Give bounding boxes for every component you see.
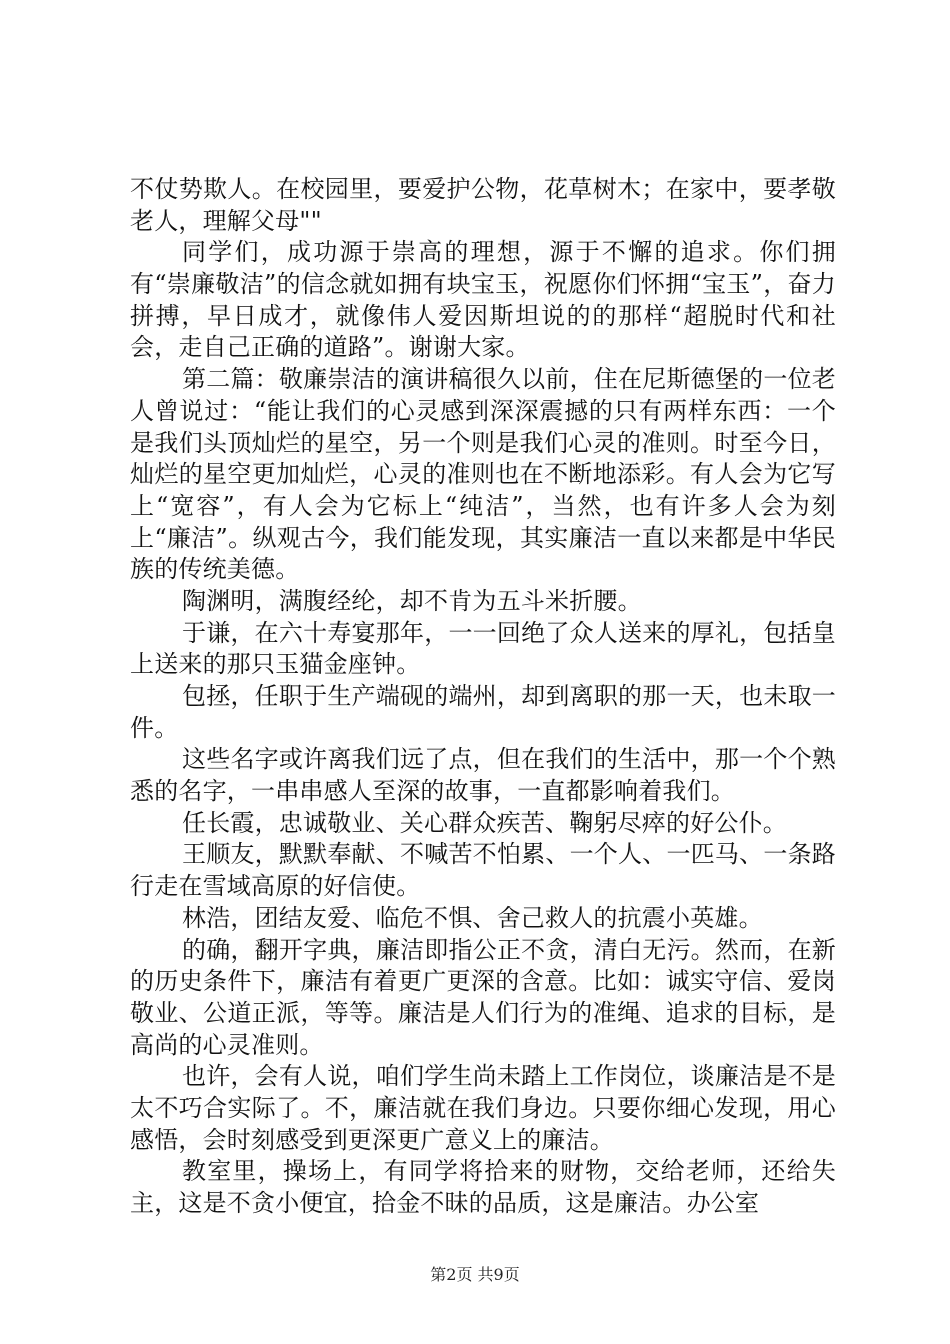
paragraph-2: 同学们，成功源于崇高的理想，源于不懈的追求。你们拥有“崇廉敬洁”的信念就如拥有块宝玉，祝愿你们怀拥“宝玉”，奋力拼搏，早日成才，就像伟人爱因斯坦说的的那样“超脱时代和社会，走自己正确的道路”。谢谢大家。: [130, 238, 836, 362]
paragraph-6: 包拯，任职于生产端砚的端州，却到离职的那一天，也未取一件。: [130, 682, 836, 742]
body-text: [130, 174, 836, 1220]
paragraph-5: 于谦，在六十寿宴那年，一一回绝了众人送来的厚礼，包括皇上送来的那只玉猫金座钟。: [130, 618, 836, 679]
paragraph-13: 教室里，操场上，有同学将拾来的财物，交给老师，还给失主，这是不贪小便宜，拾金不昧的品质，这是廉洁。办公室: [130, 1157, 836, 1217]
page-footer: 第2页 共9页: [430, 1265, 520, 1284]
paragraph-8: 任长霞，忠诚敬业、关心群众疾苦、鞠躬尽瘁的好公仆。: [182, 808, 787, 837]
paragraph-3: 第二篇：敬廉崇洁的演讲稿很久以前，住在尼斯德堡的一位老人曾说过：“能让我们的心灵感到深深震撼的只有两样东西：一个是我们头顶灿烂的星空，另一个则是我们心灵的准则。时至今日，灿烂的星空更加灿烂，心灵的准则也在不断地添彩。有人会为它写上“宽容”，有人会为它标上“纯洁”，当然，也有许多人会为刻上“廉洁”。纵观古今，我们能发现，其实廉洁一直以来都是中华民族的传统美德。: [130, 365, 836, 584]
paragraph-10: 林浩，团结友爱、临危不惧、舍己救人的抗震小英雄。: [182, 903, 763, 932]
paragraph-12: 也许，会有人说，咱们学生尚未踏上工作岗位，谈廉洁是不是太不巧合实际了。不，廉洁就在我们身边。只要你细心发现，用心感悟，会时刻感受到更深更广意义上的廉洁。: [130, 1062, 836, 1154]
paragraph-11: 的确，翻开字典，廉洁即指公正不贪，清白无污。然而，在新的历史条件下，廉洁有着更广更深的含意。比如：诚实守信、爱岗敬业、公道正派，等等。廉洁是人们行为的准绳、追求的目标，是高尚的心灵准则。: [130, 935, 836, 1059]
paragraph-7: 这些名字或许离我们远了点，但在我们的生活中，那一个个熟悉的名字，一串串感人至深的故事，一直都影响着我们。: [130, 745, 836, 806]
paragraph-4: 陶渊明，满腹经纶，却不肯为五斗米折腰。: [182, 586, 642, 615]
paragraph-1: 不仗势欺人。在校园里，要爱护公物，花草树木；在家中，要孝敬老人，理解父母"": [130, 175, 836, 235]
paragraph-9: 王顺友，默默奉献、不喊苦不怕累、一个人、一匹马、一条路行走在雪域高原的好信使。: [130, 840, 836, 901]
